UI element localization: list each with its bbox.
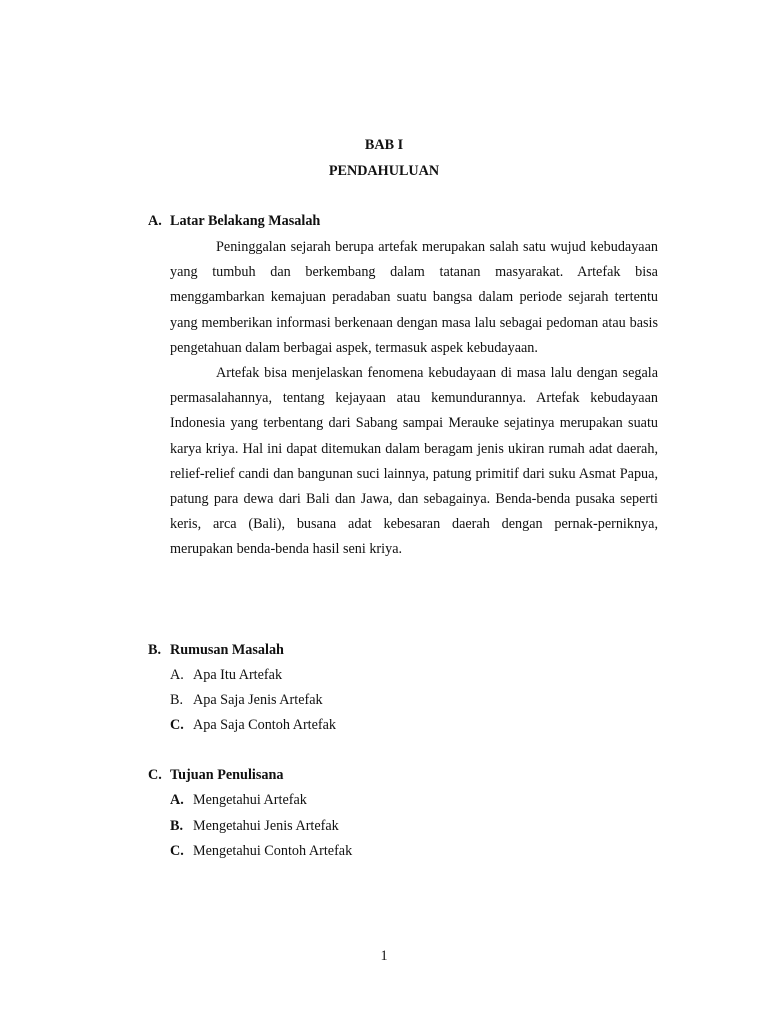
chapter-number: BAB I — [364, 137, 404, 153]
list-item — [170, 667, 282, 684]
section-letter: B. — [148, 642, 162, 658]
section-title: Latar Belakang Masalah — [170, 213, 321, 229]
list-item — [170, 792, 307, 809]
list-text: Apa Saja Contoh Artefak — [193, 717, 337, 733]
paragraph: Peninggalan sejarah berupa artefak merupakan salah satu wujud kebudayaan yang tumbuh dan berkembang dalam tatanan masyarakat. Artefak bisa menggambarkan kemajuan peradaban suatu bangsa dalam periode sejarah tertentu yang memberikan informasi berkenaan dengan masa lalu sebagai pedoman atau basis pengetahuan dalam berbagai aspek, termasuk aspek kebudayaan. — [170, 239, 658, 356]
section-letter: C. — [148, 767, 162, 783]
list-letter: A. — [170, 792, 184, 808]
list-item — [170, 843, 352, 860]
page-number: 1 — [380, 948, 388, 964]
list-text: Mengetahui Jenis Artefak — [193, 818, 339, 834]
section-heading-latar-belakang — [148, 213, 320, 230]
list-text: Apa Itu Artefak — [193, 667, 283, 683]
section-title: Rumusan Masalah — [170, 642, 284, 658]
list-item — [170, 692, 323, 709]
list-item — [170, 717, 336, 734]
list-letter: A. — [170, 667, 184, 683]
section-heading-tujuan-penulisan — [148, 767, 283, 784]
list-item — [170, 818, 339, 835]
list-letter: C. — [170, 843, 184, 859]
list-text: Apa Saja Jenis Artefak — [193, 692, 323, 708]
chapter-title: PENDAHULUAN — [328, 163, 440, 179]
list-text: Mengetahui Artefak — [193, 792, 307, 808]
list-letter: B. — [170, 818, 184, 834]
list-letter: C. — [170, 717, 184, 733]
section-title: Tujuan Penulisana — [170, 767, 284, 783]
section-letter: A. — [148, 213, 162, 229]
section-heading-rumusan-masalah — [148, 642, 284, 659]
paragraph: Artefak bisa menjelaskan fenomena kebudayaan di masa lalu dengan segala permasalahannya, tentang kejayaan atau kemundurannya. Artefak kebudayaan Indonesia yang terbentang dari Sabang sampai Merauke sejatinya merupakan suatu karya kriya. Hal ini dapat ditemukan dalam beragam jenis ukiran rumah adat daerah, relief-relief candi dan bangunan suci lainnya, patung primitif dari suku Asmat Papua, patung para dewa dari Bali dan Jawa, dan sebagainya. Benda-benda pusaka seperti keris, arca (Bali), busana adat kebesaran daerah dengan pernak-perniknya, merupakan benda-benda hasil seni kriya. — [170, 365, 658, 558]
section-a-body — [170, 235, 658, 563]
list-text: Mengetahui Contoh Artefak — [193, 843, 353, 859]
list-letter: B. — [170, 692, 184, 708]
